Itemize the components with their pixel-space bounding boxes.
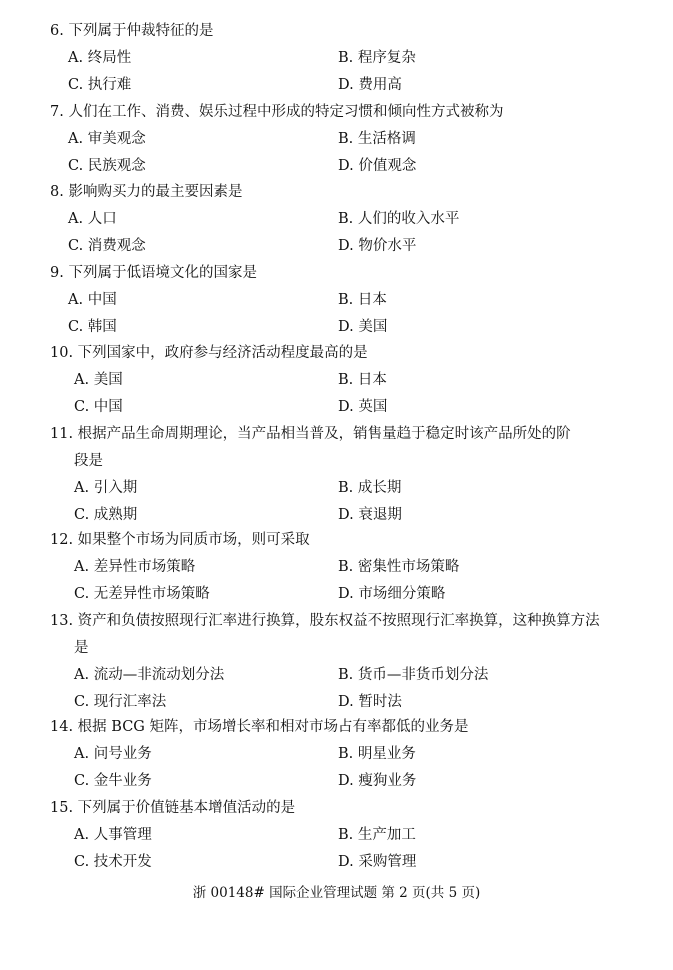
question-9 — [0, 260, 673, 341]
option-b: B. 程序复杂 — [338, 50, 416, 66]
options — [0, 45, 673, 99]
option-d: D. 瘦狗业务 — [338, 773, 417, 789]
option-d: D. 价值观念 — [338, 158, 417, 174]
question-15 — [0, 795, 673, 876]
options — [0, 822, 673, 876]
option-a: A. 引入期 — [74, 480, 138, 496]
question-number: 8. — [50, 184, 64, 200]
question-text: 根据 BCG 矩阵，市场增长率和相对市场占有率都低的业务是 — [77, 719, 469, 735]
option-c: C. 无差异性市场策略 — [74, 586, 210, 602]
option-d: D. 费用高 — [338, 77, 402, 93]
option-c: C. 技术开发 — [74, 854, 152, 870]
question-text-continued: 段是 — [74, 453, 103, 469]
options — [0, 741, 673, 795]
question-text: 下列属于价值链基本增值活动的是 — [77, 800, 296, 816]
question-text: 资产和负债按照现行汇率进行换算，股东权益不按照现行汇率换算，这种换算方法 — [77, 613, 600, 629]
option-a: A. 审美观念 — [68, 131, 146, 147]
option-a: A. 中国 — [68, 292, 117, 308]
question-stem — [0, 179, 673, 206]
option-c: C. 韩国 — [68, 319, 117, 335]
question-text-continued: 是 — [74, 640, 89, 656]
question-13 — [0, 608, 673, 716]
option-a: A. 人事管理 — [74, 827, 152, 843]
question-stem — [0, 340, 673, 367]
option-b: B. 货币—非货币划分法 — [338, 667, 489, 683]
question-11 — [0, 421, 673, 529]
option-b: B. 生产加工 — [338, 827, 416, 843]
question-stem — [0, 527, 673, 554]
option-b: B. 密集性市场策略 — [338, 559, 460, 575]
question-6 — [0, 18, 673, 99]
options — [0, 126, 673, 180]
question-number: 10. — [50, 345, 74, 361]
question-number: 14. — [50, 719, 74, 735]
option-d: D. 美国 — [338, 319, 388, 335]
question-text: 影响购买力的最主要因素是 — [68, 184, 243, 200]
option-b: B. 成长期 — [338, 480, 402, 496]
question-text: 如果整个市场为同质市场，则可采取 — [77, 532, 310, 548]
question-number: 12. — [50, 532, 74, 548]
question-text: 下列属于仲裁特征的是 — [68, 23, 214, 39]
option-c: C. 现行汇率法 — [74, 694, 167, 710]
option-d: D. 市场细分策略 — [338, 586, 446, 602]
option-d: D. 衰退期 — [338, 507, 402, 523]
option-c: C. 执行难 — [68, 77, 132, 93]
options — [0, 475, 673, 529]
question-text: 下列属于低语境文化的国家是 — [68, 265, 257, 281]
option-a: A. 流动—非流动划分法 — [74, 667, 225, 683]
options — [0, 554, 673, 608]
question-text: 人们在工作、消费、娱乐过程中形成的特定习惯和倾向性方式被称为 — [68, 104, 504, 120]
question-stem — [0, 18, 673, 45]
option-a: A. 差异性市场策略 — [74, 559, 196, 575]
question-number: 9. — [50, 265, 64, 281]
question-stem — [0, 714, 673, 741]
question-number: 6. — [50, 23, 64, 39]
option-a: A. 美国 — [74, 372, 123, 388]
option-d: D. 物价水平 — [338, 238, 417, 254]
question-number: 7. — [50, 104, 64, 120]
option-b: B. 日本 — [338, 292, 387, 308]
question-stem — [0, 260, 673, 287]
option-c: C. 成熟期 — [74, 507, 138, 523]
option-c: C. 民族观念 — [68, 158, 146, 174]
option-c: C. 消费观念 — [68, 238, 146, 254]
option-c: C. 金牛业务 — [74, 773, 152, 789]
question-stem — [0, 421, 673, 475]
question-12 — [0, 527, 673, 608]
option-d: D. 英国 — [338, 399, 388, 415]
option-b: B. 明星业务 — [338, 746, 416, 762]
question-text: 下列国家中，政府参与经济活动程度最高的是 — [77, 345, 368, 361]
option-d: D. 采购管理 — [338, 854, 417, 870]
options — [0, 287, 673, 341]
option-a: A. 终局性 — [68, 50, 132, 66]
question-number: 13. — [50, 613, 74, 629]
question-14 — [0, 714, 673, 795]
question-8 — [0, 179, 673, 260]
question-text: 根据产品生命周期理论，当产品相当普及，销售量趋于稳定时该产品所处的阶 — [77, 426, 571, 442]
options — [0, 206, 673, 260]
option-d: D. 暂时法 — [338, 694, 402, 710]
option-c: C. 中国 — [74, 399, 123, 415]
question-stem — [0, 608, 673, 662]
question-7 — [0, 99, 673, 180]
option-b: B. 生活格调 — [338, 131, 416, 147]
option-b: B. 人们的收入水平 — [338, 211, 460, 227]
question-stem — [0, 795, 673, 822]
option-a: A. 问号业务 — [74, 746, 152, 762]
option-b: B. 日本 — [338, 372, 387, 388]
options — [0, 662, 673, 716]
option-a: A. 人口 — [68, 211, 117, 227]
question-10 — [0, 340, 673, 421]
options — [0, 367, 673, 421]
page-footer: 浙 00148# 国际企业管理试题 第 2 页(共 5 页) — [192, 885, 481, 901]
question-number: 11. — [50, 426, 74, 442]
question-stem — [0, 99, 673, 126]
question-number: 15. — [50, 800, 74, 816]
